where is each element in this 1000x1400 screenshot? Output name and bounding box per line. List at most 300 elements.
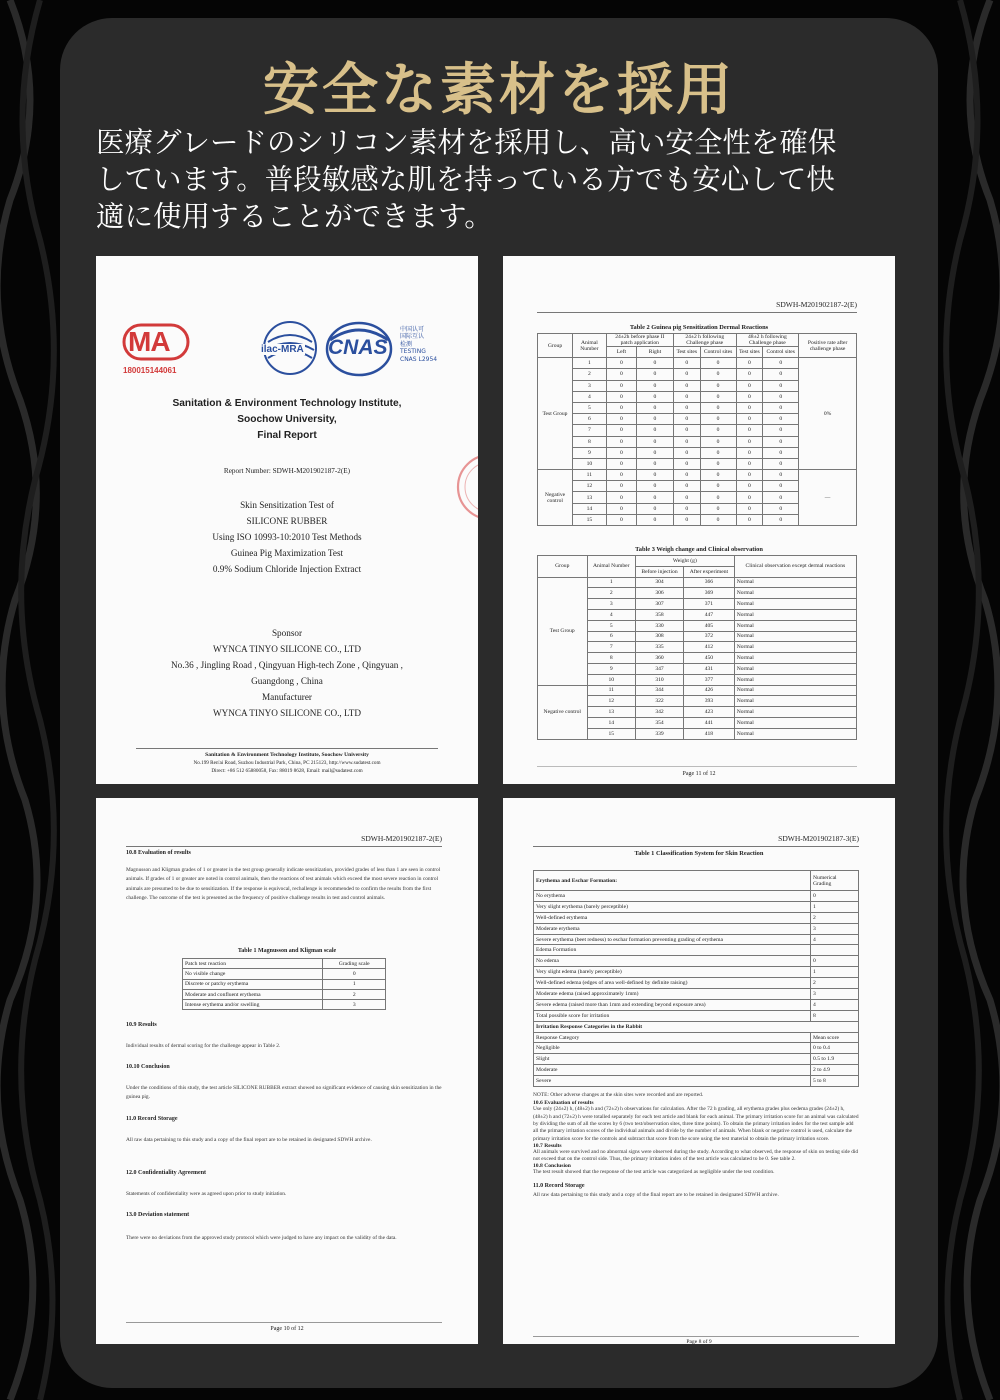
table-cell: 2 bbox=[587, 588, 635, 599]
table-cell: 1 bbox=[573, 358, 607, 369]
note-text: NOTE: Other adverse changes at the skin sites were recorded and are reported. bbox=[533, 1092, 704, 1098]
ma-logo-text: MA bbox=[128, 326, 170, 357]
cnas-line: 检测 bbox=[400, 340, 413, 348]
section-text: Individual results of dermal scoring for the challenge appear in Table 2. bbox=[126, 1043, 281, 1049]
table-cell: 7 bbox=[573, 425, 607, 436]
table-cell: 0 bbox=[673, 503, 700, 514]
table-cell: 3 bbox=[573, 380, 607, 391]
table-cell: Normal bbox=[734, 642, 856, 653]
header-rule bbox=[126, 846, 442, 847]
table-cell: 0 bbox=[700, 414, 736, 425]
table-title: Table 3 Weigh change and Clinical observation bbox=[635, 546, 763, 553]
table-cell: 0 bbox=[763, 358, 799, 369]
table-cell: 0 bbox=[637, 414, 674, 425]
table-row bbox=[183, 979, 386, 989]
table-cell: Response Category bbox=[534, 1032, 811, 1043]
table-cell: 0 bbox=[736, 492, 763, 503]
table-cell: Normal bbox=[734, 696, 856, 707]
table-cell: 13 bbox=[573, 492, 607, 503]
table-cell: 5 bbox=[587, 620, 635, 631]
section-title: 安全な素材を採用 bbox=[263, 58, 735, 123]
page-label: Page 8 of 9 bbox=[686, 1339, 712, 1344]
table-cell: No visible change bbox=[183, 969, 323, 979]
table-row bbox=[534, 989, 859, 1000]
col-header: After experiment bbox=[684, 566, 735, 577]
col-header: 48±2 h following Challenge phase bbox=[736, 334, 799, 347]
table-cell: 0 bbox=[673, 358, 700, 369]
table-cell: Normal bbox=[734, 685, 856, 696]
intro-text bbox=[96, 124, 916, 235]
table-cell: 0 bbox=[736, 503, 763, 514]
table-cell: 347 bbox=[635, 663, 683, 674]
table-cell: 0 bbox=[673, 391, 700, 402]
section-heading: 10.10 Conclusion bbox=[126, 1064, 170, 1070]
table-cell: 15 bbox=[573, 514, 607, 525]
table-cell: 8 bbox=[811, 1010, 859, 1021]
table-cell: Moderate edema (raised approximately 1mm) bbox=[534, 989, 811, 1000]
page-label: Page 11 of 12 bbox=[682, 771, 716, 777]
table-cell: 0 bbox=[763, 380, 799, 391]
table-cell: 0 bbox=[700, 402, 736, 413]
table-cell: 0 bbox=[673, 447, 700, 458]
section-text: All raw data pertaining to this study and a copy of the final report are to be retained in designated SDWH archive. bbox=[126, 1137, 372, 1143]
table-cell: 2 to 4.9 bbox=[811, 1065, 859, 1076]
table-cell: 310 bbox=[635, 674, 683, 685]
table-cell: 0 bbox=[763, 470, 799, 481]
table-cell: 450 bbox=[684, 653, 735, 664]
table-cell: 2 bbox=[323, 989, 386, 999]
section-heading: 12.0 Confidentiality Agreement bbox=[126, 1170, 207, 1176]
section-heading: 10.8 Evaluation of results bbox=[126, 850, 191, 856]
footer-line: Direct: +86 512 65880058, Fax: 88019 8628, Email: mail@sudatest.com bbox=[211, 768, 363, 774]
intro-line: 医療グレードのシリコン素材を採用し、高い安全性を確保 bbox=[96, 126, 837, 159]
report-kind: Final Report bbox=[257, 430, 317, 441]
table-cell: 0 bbox=[606, 436, 636, 447]
table-cell: Normal bbox=[734, 577, 856, 588]
footer-rule bbox=[533, 1336, 859, 1337]
table-cell: 1 bbox=[811, 901, 859, 912]
table-cell: 0 bbox=[606, 492, 636, 503]
test-line: SILICONE RUBBER bbox=[246, 516, 328, 526]
table-cell: 306 bbox=[635, 588, 683, 599]
table-cell: 0 bbox=[736, 414, 763, 425]
table-cell: 393 bbox=[684, 696, 735, 707]
table-cell: 2 bbox=[811, 912, 859, 923]
table-cell: 0 bbox=[700, 481, 736, 492]
cnas-info bbox=[400, 326, 437, 363]
sponsor-address: Guangdong , China bbox=[251, 676, 323, 686]
col-header: Positive rate after challenge phase bbox=[799, 334, 857, 358]
table-cell: Normal bbox=[734, 707, 856, 718]
table-cell: 0 bbox=[736, 436, 763, 447]
table-cell: 0 bbox=[700, 492, 736, 503]
table-cell: 441 bbox=[684, 717, 735, 728]
table-cell: 0 bbox=[700, 458, 736, 469]
skin-reaction-classification-table bbox=[533, 870, 859, 1087]
table-cell: 0 bbox=[736, 358, 763, 369]
table-cell: 0 bbox=[700, 436, 736, 447]
section-heading: 10.8 Conclusion bbox=[533, 1163, 571, 1170]
table-cell: 7 bbox=[587, 642, 635, 653]
footer-rule bbox=[136, 748, 438, 749]
table-cell: 0 bbox=[606, 369, 636, 380]
col-header: Patch test reaction bbox=[183, 959, 323, 969]
section-heading: 11.0 Record Storage bbox=[533, 1182, 585, 1189]
table-row bbox=[534, 901, 859, 912]
table-cell: 2 bbox=[573, 369, 607, 380]
table-cell: 0 bbox=[736, 481, 763, 492]
table-row bbox=[534, 1076, 859, 1087]
table-cell: 0 bbox=[606, 481, 636, 492]
table-cell: 4 bbox=[811, 934, 859, 945]
table-cell: 342 bbox=[635, 707, 683, 718]
table-row bbox=[534, 1065, 859, 1076]
table-cell: 0 bbox=[637, 470, 674, 481]
col-header: Animal Number bbox=[573, 334, 607, 358]
table-cell: 10 bbox=[587, 674, 635, 685]
section-text: All raw data pertaining to this study and a copy of the final report are to be retained in designated SDWH archive. bbox=[533, 1191, 779, 1198]
table-cell: 0 bbox=[637, 492, 674, 503]
col-header: Control sites bbox=[763, 347, 799, 358]
table-cell: 1 bbox=[323, 979, 386, 989]
sponsor-label: Sponsor bbox=[271, 628, 303, 638]
table-cell: 369 bbox=[684, 588, 735, 599]
table-row bbox=[534, 923, 859, 934]
table-cell: 11 bbox=[587, 685, 635, 696]
table-cell: 304 bbox=[635, 577, 683, 588]
table-row bbox=[183, 989, 386, 999]
table-cell: 0 bbox=[763, 425, 799, 436]
table-cell: Normal bbox=[734, 674, 856, 685]
table-cell: 0 bbox=[763, 414, 799, 425]
table-cell: Normal bbox=[734, 599, 856, 610]
table-title: Table 1 Magnusson and Kligman scale bbox=[237, 948, 337, 954]
table-cell: 0 bbox=[736, 369, 763, 380]
col-header: Test sites bbox=[736, 347, 763, 358]
table-cell: 339 bbox=[635, 728, 683, 739]
section-text: The test result showed that the response of the test article was categorized as negligible under the test condition. bbox=[533, 1169, 775, 1176]
table-cell: Normal bbox=[734, 663, 856, 674]
col-header: Group bbox=[538, 556, 588, 578]
table-cell: Test Group bbox=[538, 577, 588, 685]
table-cell: 0 bbox=[700, 425, 736, 436]
table-cell: 0 bbox=[673, 402, 700, 413]
intro-line: 適に使用することができます。 bbox=[96, 200, 493, 233]
col-header: Animal Number bbox=[587, 556, 635, 578]
table-cell: 6 bbox=[573, 414, 607, 425]
table-cell: Discrete or patchy erythema bbox=[183, 979, 323, 989]
table-row bbox=[183, 969, 386, 979]
table-cell: 0 bbox=[606, 447, 636, 458]
table-cell: 0 bbox=[736, 402, 763, 413]
table-cell: 3 bbox=[587, 599, 635, 610]
table-cell: 0 bbox=[637, 380, 674, 391]
page-label: Page 10 of 12 bbox=[270, 1326, 304, 1332]
table-cell: 371 bbox=[684, 599, 735, 610]
report-code: SDWH-M201902187-3(E) bbox=[778, 834, 859, 843]
table-cell: 14 bbox=[587, 717, 635, 728]
section-heading: 11.0 Record Storage bbox=[126, 1116, 178, 1122]
table-cell: 372 bbox=[684, 631, 735, 642]
footer-line: Sanitation & Environment Technology Institute, Soochow University bbox=[205, 752, 369, 758]
table-cell: 322 bbox=[635, 696, 683, 707]
table-cell: Normal bbox=[734, 653, 856, 664]
col-header: Erythema and Eschar Formation: bbox=[534, 871, 811, 891]
table-cell: Negative control bbox=[538, 470, 573, 526]
intro-line: しています。普段敏感な肌を持っている方でも安心して快 bbox=[96, 163, 835, 196]
table-cell: Irritation Response Categories in the Rabbit bbox=[534, 1021, 859, 1032]
table-cell: 0 bbox=[700, 391, 736, 402]
col-header: 24±2h before phase II patch application bbox=[606, 334, 673, 347]
table-cell: Normal bbox=[734, 717, 856, 728]
red-seal-stamp bbox=[452, 452, 478, 522]
table-cell: 431 bbox=[684, 663, 735, 674]
table-cell: 12 bbox=[587, 696, 635, 707]
table-row bbox=[538, 685, 857, 696]
table-cell: 0 bbox=[763, 514, 799, 525]
table-cell: 6 bbox=[587, 631, 635, 642]
table-cell: 3 bbox=[323, 1000, 386, 1010]
table-cell: Negative control bbox=[538, 685, 588, 739]
table-cell: 308 bbox=[635, 631, 683, 642]
report-code: SDWH-M201902187-2(E) bbox=[361, 834, 442, 843]
table-cell: Severe edema (raised more than 1mm and extending beyond exposure area) bbox=[534, 999, 811, 1010]
table-cell: Severe bbox=[534, 1076, 811, 1087]
cnas-line: 中国认可 bbox=[400, 326, 425, 333]
table-cell: Mean score bbox=[811, 1032, 859, 1043]
table-cell: Severe erythema (beet redness) to eschar formation preventing grading of erythema bbox=[534, 934, 811, 945]
table-cell: 0 bbox=[763, 503, 799, 514]
table-cell: 0 bbox=[323, 969, 386, 979]
table-cell: 15 bbox=[587, 728, 635, 739]
report-page-8 bbox=[503, 798, 895, 1344]
table-cell: 0 bbox=[606, 358, 636, 369]
table-row bbox=[534, 1032, 859, 1043]
table-cell: 0 bbox=[606, 470, 636, 481]
section-text: Use only (24±2) h, (48±2) h and (72±2) h observations for calculation. After the 72 h grading, all erythema grades plus oedema grades (24±2) h, (48±2) h and (72±2) h were totalled separately for each test article and blank for each animal. The primary irritation score for an animal was calculated by dividing the sum of all the scores by 6 (two test/observation sites, three time points). To obtain the primary irritation index for the test sample add all the primary irritation scores of the individual animals and divide by the number of animals. When blank or negative control is used, calculate the primary irritation score for the controls and subtract that score from the score using the test material to obtain the primary irritation score. bbox=[533, 1106, 859, 1142]
report-cover-page bbox=[96, 256, 478, 784]
table-row bbox=[534, 934, 859, 945]
section-text: All animals were survived and no abnormal signs were observed during the study. According to what observed, the response of skin on testing side did not exceed that on the control side. Thus, the primary irritation index of the test article was calculated to be 0. See table 2. bbox=[533, 1148, 859, 1163]
table-cell: 0 bbox=[763, 492, 799, 503]
table-cell: 0% bbox=[799, 358, 857, 470]
ilac-logo-text: ilac-MRA bbox=[261, 344, 304, 355]
table-cell: 344 bbox=[635, 685, 683, 696]
col-header: 24±2 h following Challenge phase bbox=[673, 334, 736, 347]
table-cell: Normal bbox=[734, 620, 856, 631]
table-cell: Edema Formation bbox=[534, 945, 811, 956]
section-heading: 10.7 Results bbox=[533, 1142, 562, 1149]
table-cell: No edema bbox=[534, 956, 811, 967]
header-rule bbox=[533, 846, 859, 847]
sponsor-name: WYNCA TINYO SILICONE CO., LTD bbox=[212, 644, 362, 654]
footer-rule bbox=[126, 1322, 442, 1323]
table-cell: 0 bbox=[606, 414, 636, 425]
table-cell: 0 to 0.4 bbox=[811, 1043, 859, 1054]
table-cell: 0 bbox=[763, 391, 799, 402]
test-line: Skin Sensitization Test of bbox=[240, 500, 334, 510]
table-cell: Normal bbox=[734, 631, 856, 642]
section-text: Magnusson and Kligman grades of 1 or greater in the test group generally indicate sensitization, provided grades of less than 1 are seen in control animals. If grades of 1 or greater are noted in control animals, then the reactions of test animals which exceed the most severe reaction in control animals are presumed to be due to sensitization. If the response is equivocal, rechallenge is recommended to confirm the results from the first challenge. The outcome of the test is presented as the frequency of positive challenge results in test and control animals. bbox=[126, 867, 441, 902]
table-cell: 0 bbox=[637, 447, 674, 458]
table-cell: No erythema bbox=[534, 891, 811, 902]
institute-name: Sanitation & Environment Technology Institute, bbox=[172, 398, 402, 409]
table-cell: 0 bbox=[673, 436, 700, 447]
table-cell: 354 bbox=[635, 717, 683, 728]
table-row bbox=[534, 978, 859, 989]
footer-line: No.199 Ren'ai Road, Suzhou Industrial Park, China, PC 215123, http://www.sudatest.com bbox=[193, 760, 381, 766]
table-cell: 0 bbox=[763, 369, 799, 380]
table-cell: 330 bbox=[635, 620, 683, 631]
ma-number: 180015144061 bbox=[123, 366, 177, 375]
cnas-line: CNAS L2954 bbox=[400, 355, 438, 363]
manufacturer-name: WYNCA TINYO SILICONE CO., LTD bbox=[212, 708, 362, 718]
table-cell: 2 bbox=[811, 978, 859, 989]
table-cell: 3 bbox=[811, 923, 859, 934]
table-cell: 12 bbox=[573, 481, 607, 492]
table-cell: 1 bbox=[587, 577, 635, 588]
table-cell: 0 bbox=[637, 436, 674, 447]
table-row bbox=[538, 577, 857, 588]
content-panel bbox=[60, 18, 938, 1388]
table-cell: 0 bbox=[736, 470, 763, 481]
table-cell: Normal bbox=[734, 588, 856, 599]
table-cell: 0 bbox=[637, 391, 674, 402]
table-cell: 0 bbox=[637, 425, 674, 436]
report-number: Report Number: SDWH-M201902187-2(E) bbox=[223, 467, 351, 475]
section-text: There were no deviations from the approved study protocol which were judged to have any impact on the validity of the data. bbox=[126, 1235, 397, 1241]
table-cell: 0 bbox=[673, 425, 700, 436]
table-cell: 366 bbox=[684, 577, 735, 588]
table-cell: 0 bbox=[606, 380, 636, 391]
table-cell: 0 bbox=[700, 358, 736, 369]
table-cell: 0 bbox=[673, 414, 700, 425]
table-cell: 0 bbox=[736, 425, 763, 436]
cnas-logo-text: CNAS bbox=[328, 336, 388, 359]
table-cell: 307 bbox=[635, 599, 683, 610]
table-row bbox=[534, 1010, 859, 1021]
cnas-line: 国际互认 bbox=[400, 333, 425, 341]
table-cell: Negligible bbox=[534, 1043, 811, 1054]
table-row bbox=[538, 358, 857, 369]
table-cell: 426 bbox=[684, 685, 735, 696]
table-cell: 0 bbox=[637, 402, 674, 413]
table-cell: Well-defined erythema bbox=[534, 912, 811, 923]
table-row bbox=[534, 945, 859, 956]
table-cell: 0 bbox=[606, 402, 636, 413]
table-cell: 0 bbox=[700, 369, 736, 380]
table-cell: Test Group bbox=[538, 358, 573, 470]
manufacturer-label: Manufacturer bbox=[262, 692, 312, 702]
table-cell: 0 bbox=[736, 458, 763, 469]
table-row bbox=[534, 912, 859, 923]
table-title: Table 1 Classification System for Skin Reaction bbox=[634, 850, 764, 857]
table-cell: 0 bbox=[736, 514, 763, 525]
table-cell: 0 bbox=[673, 514, 700, 525]
table-cell: 0 bbox=[673, 369, 700, 380]
table-cell: 9 bbox=[587, 663, 635, 674]
section-text: Statements of confidentiality were as agreed upon prior to study initiation. bbox=[126, 1191, 287, 1197]
table-cell: 0 bbox=[736, 447, 763, 458]
col-header: Clinical observation except dermal reactions bbox=[734, 556, 856, 578]
header-rule bbox=[537, 312, 857, 313]
table-cell: 0 bbox=[763, 481, 799, 492]
table-cell: 8 bbox=[587, 653, 635, 664]
table-cell: 14 bbox=[573, 503, 607, 514]
report-page-10 bbox=[96, 798, 478, 1344]
table-title: Table 2 Guinea pig Sensitization Dermal Reactions bbox=[629, 324, 769, 331]
table-cell: Very slight erythema (barely perceptible) bbox=[534, 901, 811, 912]
test-line: 0.9% Sodium Chloride Injection Extract bbox=[212, 564, 362, 574]
table-cell: Intense erythema and/or swelling bbox=[183, 1000, 323, 1010]
col-header: Left bbox=[606, 347, 636, 358]
test-line: Using ISO 10993-10:2010 Test Methods bbox=[212, 532, 362, 542]
table-cell: Normal bbox=[734, 728, 856, 739]
table-cell: Moderate and confluent erythema bbox=[183, 989, 323, 999]
table-cell: 4 bbox=[573, 391, 607, 402]
table-cell: Normal bbox=[734, 609, 856, 620]
table-row bbox=[534, 1054, 859, 1065]
table-cell: 0 bbox=[673, 470, 700, 481]
table-cell: 5 bbox=[573, 402, 607, 413]
weight-change-table bbox=[537, 555, 857, 740]
table-cell: 0 bbox=[637, 481, 674, 492]
table-cell: 377 bbox=[684, 674, 735, 685]
col-header: Before injection bbox=[635, 566, 683, 577]
table-cell: 0 bbox=[700, 503, 736, 514]
table-cell: 0 bbox=[637, 369, 674, 380]
table-cell: 0 bbox=[606, 425, 636, 436]
table-cell: Well-defined edema (edges of area well-defined by definite raising) bbox=[534, 978, 811, 989]
table-cell: 0 bbox=[606, 503, 636, 514]
table-cell: 0 bbox=[637, 503, 674, 514]
table-cell: 405 bbox=[684, 620, 735, 631]
table-row bbox=[534, 1021, 859, 1032]
page8-text-block bbox=[533, 1091, 859, 1199]
magnusson-kligman-table bbox=[182, 958, 386, 1010]
table-cell: 0 bbox=[637, 358, 674, 369]
table-cell: 0 bbox=[673, 481, 700, 492]
table-cell: Moderate erythema bbox=[534, 923, 811, 934]
col-header: Test sites bbox=[673, 347, 700, 358]
report-code: SDWH-M201902187-2(E) bbox=[776, 300, 857, 309]
table-cell: 0.5 to 1.9 bbox=[811, 1054, 859, 1065]
table-cell: 0 bbox=[763, 458, 799, 469]
section-heading: 10.9 Results bbox=[126, 1022, 157, 1028]
table-cell: 0 bbox=[606, 391, 636, 402]
table-cell: 5 to 8 bbox=[811, 1076, 859, 1087]
table-cell: 447 bbox=[684, 609, 735, 620]
table-cell: 0 bbox=[673, 458, 700, 469]
table-cell: 0 bbox=[637, 514, 674, 525]
table-cell: 358 bbox=[635, 609, 683, 620]
table-row bbox=[534, 891, 859, 902]
table-cell: 8 bbox=[573, 436, 607, 447]
table-row bbox=[534, 956, 859, 967]
section-heading: 13.0 Deviation statement bbox=[126, 1212, 190, 1218]
cnas-line: TESTING bbox=[400, 348, 426, 356]
table-cell: 0 bbox=[700, 447, 736, 458]
table-cell: 0 bbox=[763, 447, 799, 458]
table-cell: 9 bbox=[573, 447, 607, 458]
table-cell: 0 bbox=[736, 391, 763, 402]
table-cell: 0 bbox=[811, 956, 859, 967]
table-cell: 335 bbox=[635, 642, 683, 653]
table-cell: 412 bbox=[684, 642, 735, 653]
sponsor-address: No.36 , Jingling Road , Qingyuan High-tech Zone , Qingyuan , bbox=[171, 660, 403, 670]
table-cell: 4 bbox=[811, 999, 859, 1010]
table-row bbox=[538, 470, 857, 481]
